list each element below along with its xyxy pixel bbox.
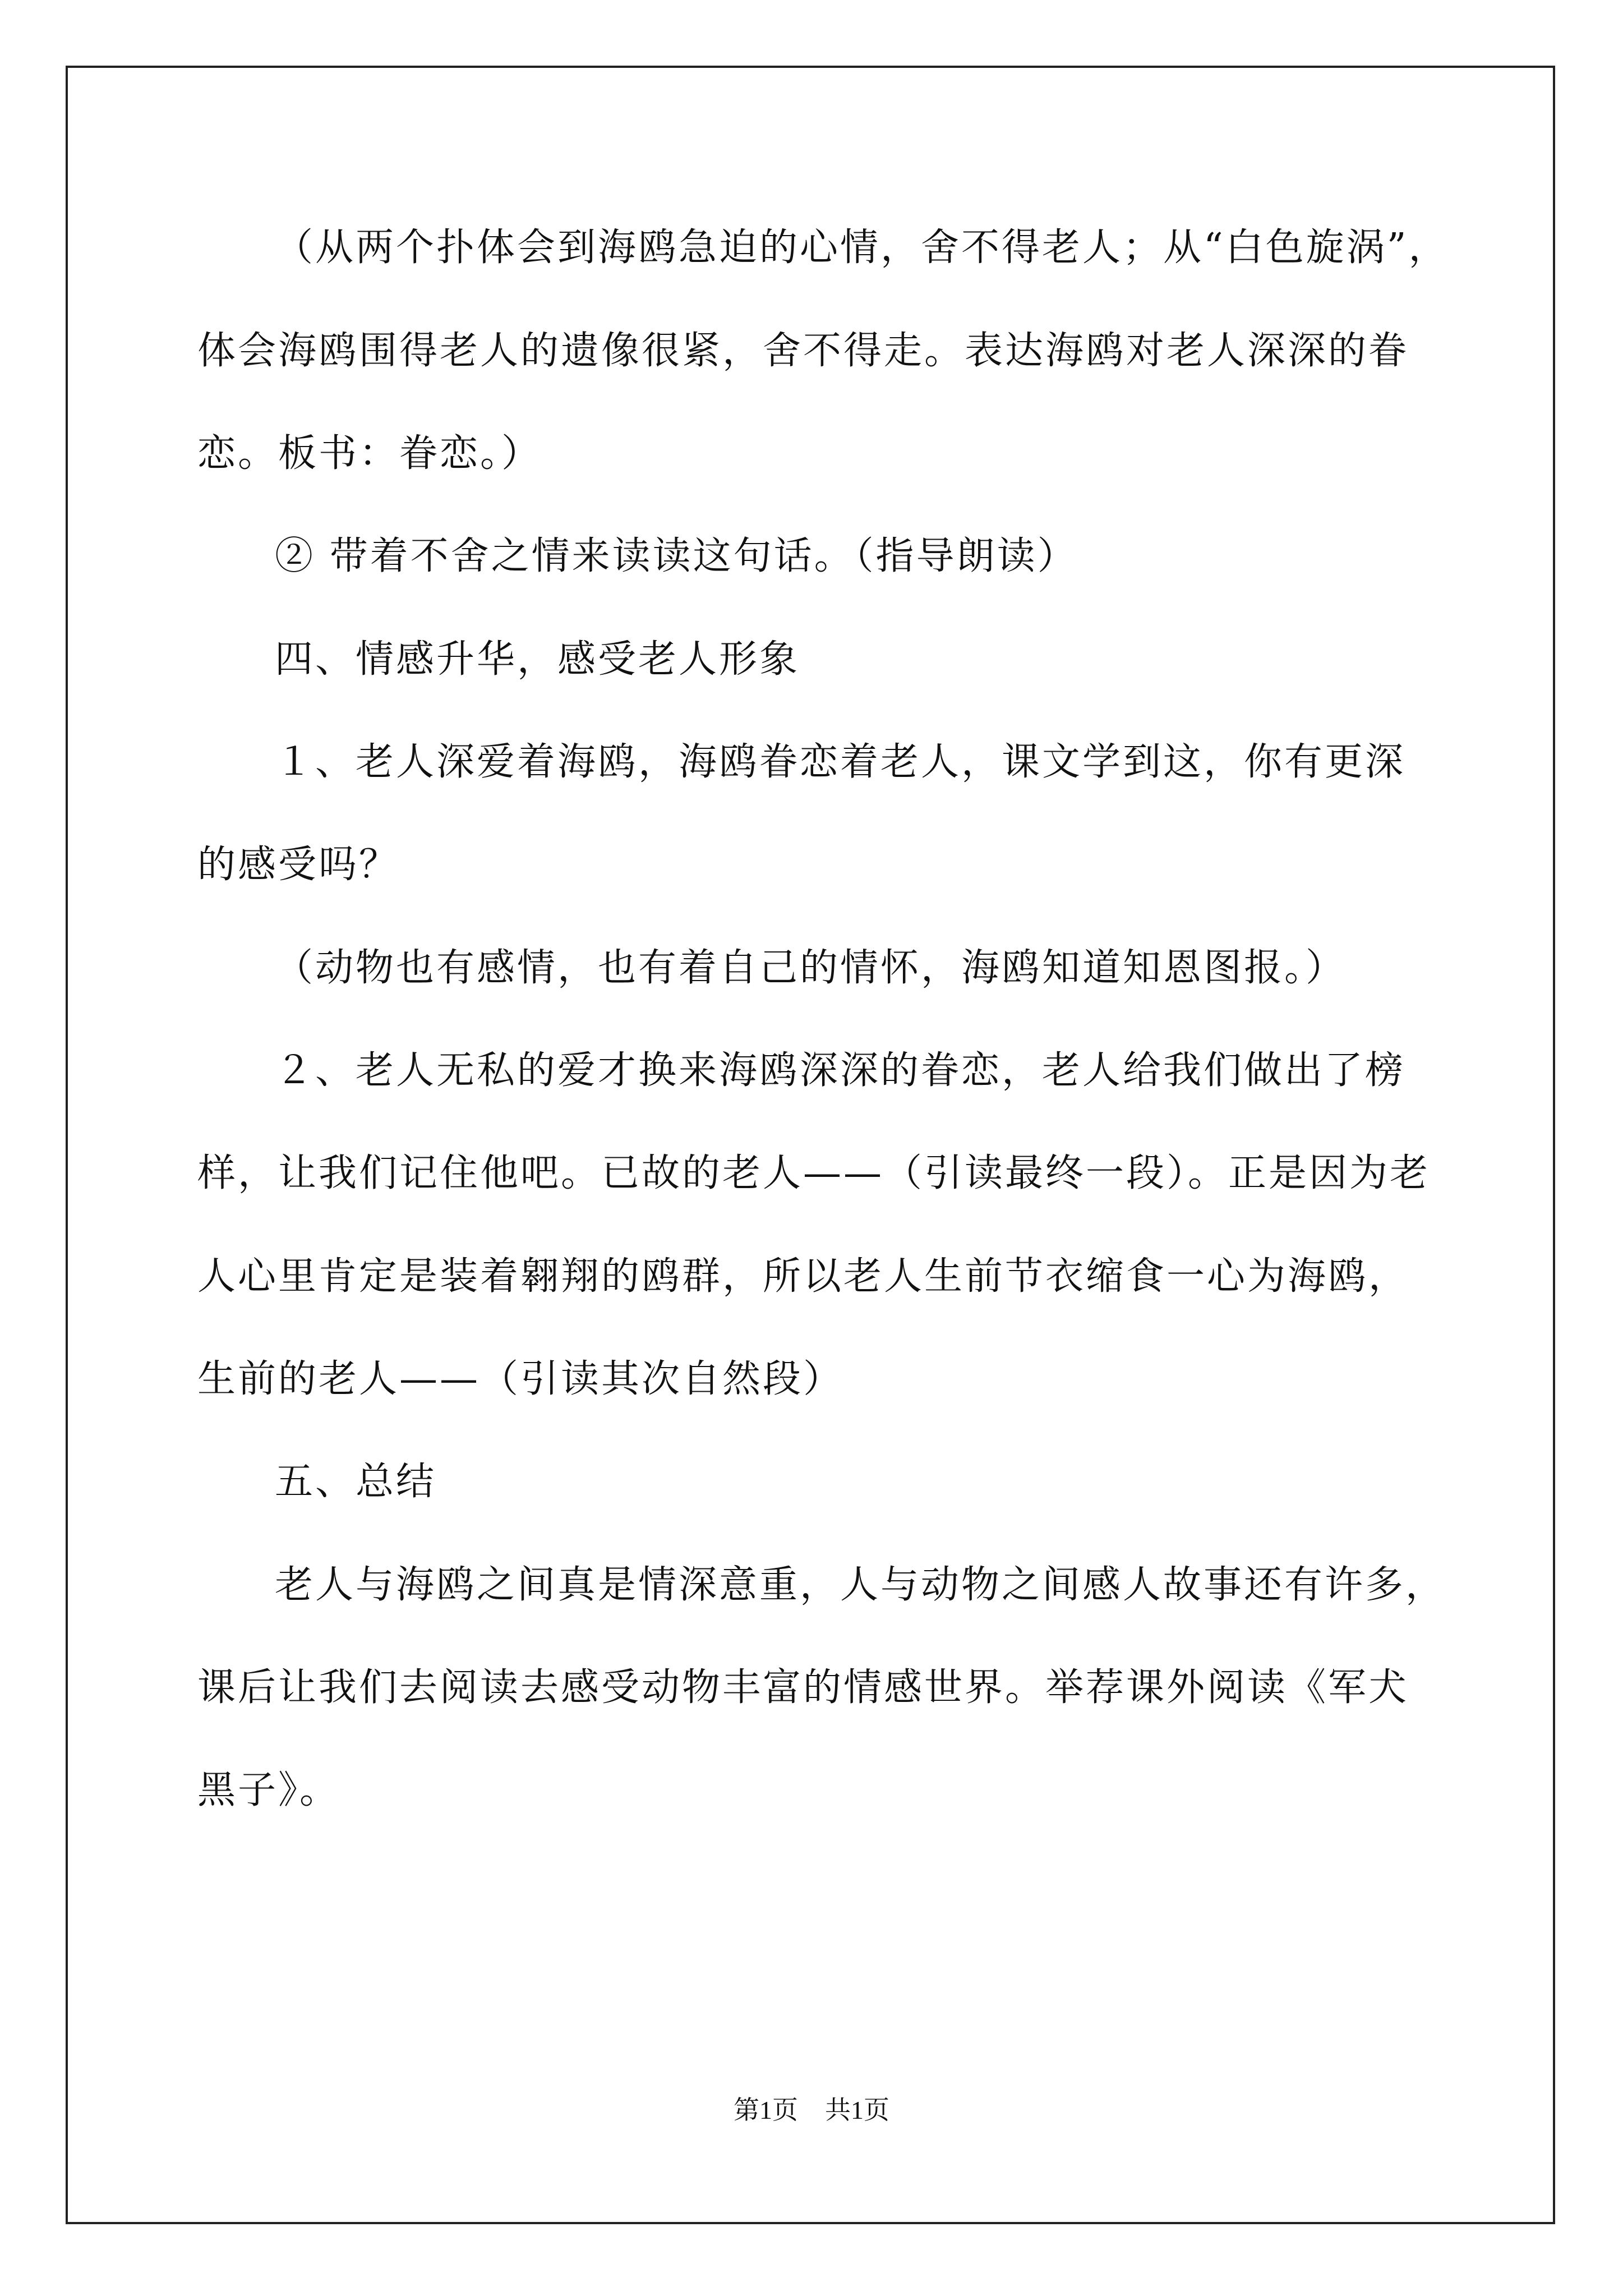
page-border: [66, 66, 1555, 2224]
page-number: 第1页: [734, 2096, 798, 2124]
paragraph-line: ２、老人无私的爱才换来海鸥深深的眷恋，老人给我们做出了榜: [275, 1048, 1406, 1093]
paragraph-line: （从两个扑体会到海鸥急迫的心情，舍不得老人；从“白色旋涡”，: [275, 226, 1449, 270]
section-heading: 五、总结: [275, 1460, 437, 1504]
paragraph-line: 人心里肯定是装着翱翔的鸥群，所以老人生前节衣缩食一心为海鸥，: [197, 1254, 1409, 1299]
paragraph-line: 老人与海鸥之间真是情深意重，人与动物之间感人故事还有许多，: [275, 1563, 1446, 1607]
paragraph-line: 恋。板书：眷恋。）: [197, 431, 542, 476]
paragraph-line: 黑子》。: [197, 1768, 340, 1812]
page-footer: [0, 2093, 1623, 2127]
paragraph-line: 体会海鸥围得老人的遗像很紧，舍不得走。表达海鸥对老人深深的眷: [197, 329, 1409, 373]
section-heading: 四、情感升华，感受老人形象: [275, 637, 800, 682]
paragraph-line: １、老人深爱着海鸥，海鸥眷恋着老人，课文学到这，你有更深: [275, 740, 1406, 784]
paragraph-line: （动物也有感情，也有着自己的情怀，海鸥知道知恩图报。）: [275, 946, 1347, 990]
paragraph-line: 课后让我们去阅读去感受动物丰富的情感世界。举荐课外阅读《军犬: [197, 1665, 1409, 1710]
paragraph-line: 样，让我们记住他吧。已故的老人——（引读最终一段）。正是因为老: [197, 1151, 1431, 1195]
paragraph-line: ② 带着不舍之情来读读这句话。（指导朗读）: [275, 534, 1078, 578]
page-total: 共1页: [825, 2096, 889, 2124]
paragraph-line: 的感受吗？: [197, 843, 400, 887]
paragraph-line: 生前的老人——（引读其次自然段）: [197, 1357, 844, 1401]
